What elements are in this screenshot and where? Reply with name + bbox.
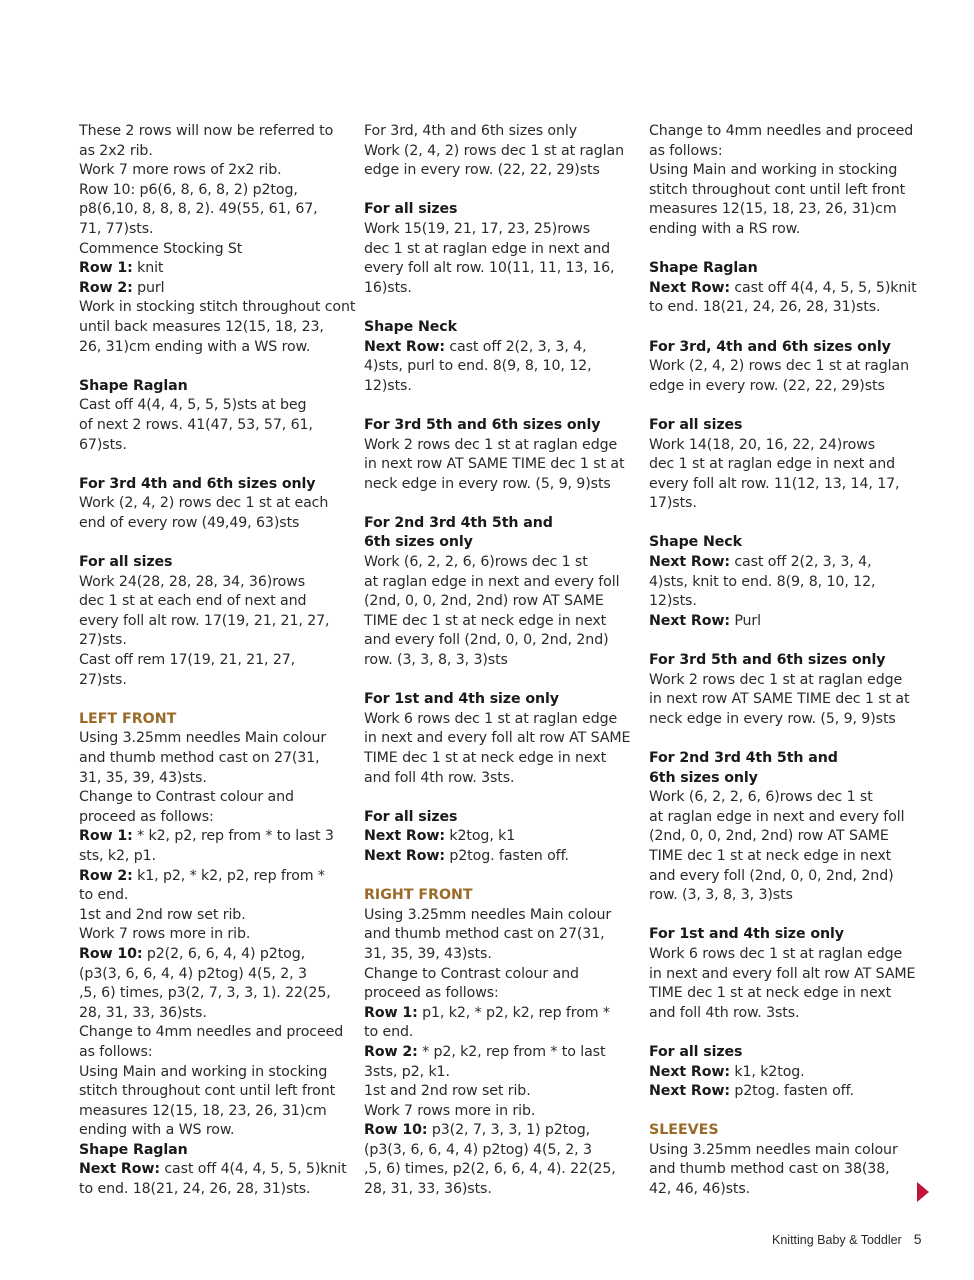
text-line: Work 24(28, 28, 28, 34, 36)rows <box>79 573 305 590</box>
back-rib-section <box>79 122 354 357</box>
text-line: p8(6,10, 8, 8, 8, 2). 49(55, 61, 67, <box>79 201 318 218</box>
text-line: in next and every foll alt row AT SAME <box>364 730 631 747</box>
text-line: Cast off rem 17(19, 21, 21, 27, <box>79 652 296 669</box>
text-line: 4)sts, purl to end. 8(9, 8, 10, 12, <box>364 358 592 375</box>
text-line: Using 3.25mm needles Main colour <box>79 730 327 747</box>
row-text: * p2, k2, rep from * to last <box>417 1043 606 1060</box>
left-front-section <box>79 710 354 1200</box>
text-line: Work 2 rows dec 1 st at raglan edge <box>649 671 903 688</box>
text-line: in next row AT SAME TIME dec 1 st at <box>364 456 625 473</box>
row-label: Next Row: <box>649 554 730 571</box>
text-line: TIME dec 1 st at neck edge in next <box>649 847 892 864</box>
text-line: end of every row (49,49, 63)sts <box>79 514 300 531</box>
subheading: For all sizes <box>79 554 173 571</box>
text-line: at raglan edge in next and every foll <box>364 573 620 590</box>
text-line: proceed as follows: <box>79 808 214 825</box>
text-line: 31, 35, 39, 43)sts. <box>79 769 207 786</box>
row-text: k1, k2tog. <box>729 1063 805 1080</box>
subheading: 6th sizes only <box>364 534 473 551</box>
text-line: Work 14(18, 20, 16, 22, 24)rows <box>649 436 875 453</box>
text-line: Work 2 rows dec 1 st at raglan edge <box>364 436 618 453</box>
row-label: Row 1: <box>79 260 133 277</box>
text-line: as follows: <box>649 142 723 159</box>
row-instruction <box>79 827 354 847</box>
text-line: 27)sts. <box>79 671 127 688</box>
all-sizes-section <box>364 200 639 298</box>
row-instruction <box>79 1160 354 1180</box>
row-label: Row 2: <box>79 279 133 296</box>
sizes-23456-section <box>649 749 924 906</box>
subheading: For 1st and 4th size only <box>364 691 559 708</box>
row-label: Next Row: <box>79 1161 160 1178</box>
text-line: 27)sts. <box>79 632 127 649</box>
text-line: and foll 4th row. 3sts. <box>649 1004 800 1021</box>
text-line: Work (6, 2, 2, 6, 6)rows dec 1 st <box>364 554 588 571</box>
text-line: dec 1 st at each end of next and <box>79 593 307 610</box>
text-line: measures 12(15, 18, 23, 26, 31)cm <box>79 1102 327 1119</box>
text-line: Work 7 rows more in rib. <box>79 926 251 943</box>
text-line: 1st and 2nd row set rib. <box>79 906 246 923</box>
text-line: dec 1 st at raglan edge in next and <box>649 456 896 473</box>
subheading: Shape Raglan <box>79 377 188 394</box>
section-heading-left-front: LEFT FRONT <box>79 710 177 727</box>
row-text: purl <box>132 279 165 296</box>
row-instruction <box>649 553 924 573</box>
text-line: For 3rd, 4th and 6th sizes only <box>364 123 578 139</box>
subheading: Shape Neck <box>649 534 742 551</box>
text-line: of next 2 rows. 41(47, 53, 57, 61, <box>79 416 313 433</box>
text-line: Change to Contrast colour and <box>364 965 579 982</box>
text-line: Using Main and working in stocking <box>79 1063 328 1080</box>
row-instruction <box>364 1043 639 1063</box>
publication-title: Knitting Baby & Toddler <box>772 1233 902 1247</box>
text-line: ,5, 6) times, p2(2, 6, 6, 4, 4). 22(25, <box>364 1161 616 1178</box>
text-line: dec 1 st at raglan edge in next and <box>364 240 611 257</box>
row-instruction <box>649 1063 924 1083</box>
text-line: Row 10: p6(6, 8, 6, 8, 2) p2tog, <box>79 181 298 198</box>
sizes-346-section <box>649 338 924 397</box>
text-line: Work in stocking stitch throughout cont <box>79 299 356 316</box>
row-instruction <box>79 867 354 887</box>
shape-neck-section <box>364 318 639 396</box>
text-line: 16)sts. <box>364 279 412 296</box>
text-line: in next row AT SAME TIME dec 1 st at <box>649 691 910 708</box>
text-line: Work 7 more rows of 2x2 rib. <box>79 162 282 179</box>
row-instruction <box>79 259 354 279</box>
text-line: (2nd, 0, 0, 2nd, 2nd) row AT SAME <box>649 828 889 845</box>
text-line: TIME dec 1 st at neck edge in next <box>649 985 892 1002</box>
text-line: edge in every row. (22, 22, 29)sts <box>364 162 600 179</box>
sleeves-section <box>649 1121 924 1199</box>
text-line: Work (6, 2, 2, 6, 6)rows dec 1 st <box>649 789 873 806</box>
row-instruction <box>364 847 639 867</box>
shape-raglan-section <box>649 259 924 318</box>
sizes-356-section <box>649 651 924 729</box>
row-instruction <box>364 1121 639 1141</box>
row-text: k1, p2, * k2, p2, rep from * <box>132 867 325 884</box>
row-label: Next Row: <box>649 612 730 629</box>
text-line: These 2 rows will now be referred to <box>79 123 334 139</box>
text-line: Commence Stocking St <box>79 240 243 257</box>
column-3 <box>649 122 924 1200</box>
row-label: Next Row: <box>364 338 445 355</box>
text-line: and foll 4th row. 3sts. <box>364 769 515 786</box>
text-line: 28, 31, 33, 36)sts. <box>364 1181 492 1198</box>
text-line: measures 12(15, 18, 23, 26, 31)cm <box>649 201 897 218</box>
row-text: knit <box>132 260 164 277</box>
text-line: edge in every row. (22, 22, 29)sts <box>649 377 885 394</box>
text-line: ,5, 6) times, p3(2, 7, 3, 3, 1). 22(25, <box>79 985 331 1002</box>
all-sizes-section <box>649 416 924 514</box>
subheading: For 2nd 3rd 4th 5th and <box>364 514 553 531</box>
text-line: 31, 35, 39, 43)sts. <box>364 945 492 962</box>
text-line: every foll alt row. 10(11, 11, 13, 16, <box>364 260 615 277</box>
text-line: and thumb method cast on 27(31, <box>79 750 320 766</box>
text-line: 4)sts, knit to end. 8(9, 8, 10, 12, <box>649 573 876 590</box>
text-line: Work 6 rows dec 1 st at raglan edge <box>649 945 903 962</box>
subheading: For all sizes <box>364 808 458 825</box>
text-line: in next and every foll alt row AT SAME <box>649 965 916 982</box>
right-front-section <box>364 886 639 1200</box>
subheading: For 3rd, 4th and 6th sizes only <box>649 338 891 355</box>
text-line: 12)sts. <box>649 593 697 610</box>
text-line: and every foll (2nd, 0, 0, 2nd, 2nd) <box>364 632 609 649</box>
page-number: 5 <box>913 1231 922 1247</box>
row-text: k2tog, k1 <box>444 828 516 845</box>
text-line: as 2x2 rib. <box>79 142 153 159</box>
text-line: Work 15(19, 21, 17, 23, 25)rows <box>364 220 590 237</box>
text-line: Work (2, 4, 2) rows dec 1 st at raglan <box>649 358 910 375</box>
text-line: 17)sts. <box>649 495 697 512</box>
sizes-346-section <box>79 475 354 534</box>
text-line: neck edge in every row. (5, 9, 9)sts <box>364 475 611 492</box>
subheading: Shape Raglan <box>79 1141 188 1158</box>
row-instruction <box>649 612 924 632</box>
final-all-sizes-section <box>649 1043 924 1102</box>
text-line: Work 7 rows more in rib. <box>364 1102 536 1119</box>
row-label: Row 10: <box>79 945 143 962</box>
text-line: 42, 46, 46)sts. <box>649 1181 751 1198</box>
text-line: 26, 31)cm ending with a WS row. <box>79 338 311 355</box>
text-line: and every foll (2nd, 0, 0, 2nd, 2nd) <box>649 867 894 884</box>
row-text: p1, k2, * p2, k2, rep from * <box>417 1004 610 1021</box>
text-line: row. (3, 3, 8, 3, 3)sts <box>364 652 508 669</box>
row-label: Next Row: <box>649 279 730 296</box>
text-line: 67)sts. <box>79 436 127 453</box>
text-line: ending with a RS row. <box>649 220 801 237</box>
shape-neck-section <box>649 533 924 631</box>
text-line: Work (2, 4, 2) rows dec 1 st at each <box>79 495 329 512</box>
text-line: (p3(3, 6, 6, 4, 4) p2tog) 4(5, 2, 3 <box>79 965 307 982</box>
text-line: until back measures 12(15, 18, 23, <box>79 318 324 335</box>
all-sizes-section <box>79 553 354 690</box>
row-instruction <box>79 279 354 299</box>
text-line: as follows: <box>79 1043 153 1060</box>
final-all-sizes-section <box>364 808 639 867</box>
subheading: For all sizes <box>649 1043 743 1060</box>
text-line: TIME dec 1 st at neck edge in next <box>364 750 607 766</box>
subheading: For 3rd 5th and 6th sizes only <box>649 652 886 669</box>
sizes-346-section <box>364 122 639 181</box>
subheading: Shape Raglan <box>649 260 758 277</box>
subheading: For 3rd 4th and 6th sizes only <box>79 475 316 492</box>
subheading: For 2nd 3rd 4th 5th and <box>649 750 838 766</box>
row-text: cast off 4(4, 4, 5, 5, 5)knit <box>729 279 917 296</box>
text-line: stitch throughout cont until left front <box>649 181 906 198</box>
text-line: sts, k2, p1. <box>79 847 156 864</box>
row-instruction <box>79 945 354 965</box>
text-line: 1st and 2nd row set rib. <box>364 1083 531 1100</box>
text-line: ending with a WS row. <box>79 1122 235 1139</box>
text-line: proceed as follows: <box>364 985 499 1002</box>
text-line: TIME dec 1 st at neck edge in next <box>364 612 607 629</box>
row-text: p2(2, 6, 6, 4, 4) p2tog, <box>142 945 306 962</box>
subheading: For all sizes <box>649 416 743 433</box>
subheading: Shape Neck <box>364 318 457 335</box>
text-line: every foll alt row. 11(12, 13, 14, 17, <box>649 475 900 492</box>
text-line: every foll alt row. 17(19, 21, 21, 27, <box>79 612 330 629</box>
sizes-23456-section <box>364 514 639 671</box>
subheading: For all sizes <box>364 201 458 218</box>
text-line: stitch throughout cont until left front <box>79 1083 336 1100</box>
subheading: For 3rd 5th and 6th sizes only <box>364 416 601 433</box>
sizes-14-section <box>649 925 924 1023</box>
text-line: (p3(3, 6, 6, 4, 4) p2tog) 4(5, 2, 3 <box>364 1141 592 1158</box>
row-label: Next Row: <box>364 847 445 864</box>
row-label: Row 1: <box>79 828 133 845</box>
row-instruction <box>364 338 639 358</box>
subheading: For 1st and 4th size only <box>649 926 844 943</box>
text-line: and thumb method cast on 27(31, <box>364 926 605 943</box>
section-heading-sleeves: SLEEVES <box>649 1122 719 1139</box>
row-label: Next Row: <box>649 1063 730 1080</box>
row-label: Row 2: <box>364 1043 418 1060</box>
row-label: Row 2: <box>79 867 133 884</box>
text-line: neck edge in every row. (5, 9, 9)sts <box>649 710 896 727</box>
text-line: Change to 4mm needles and proceed <box>649 123 914 139</box>
row-text: Purl <box>729 612 762 629</box>
sizes-356-section <box>364 416 639 494</box>
row-text: p2tog. fasten off. <box>444 847 569 864</box>
row-label: Next Row: <box>364 828 445 845</box>
text-line: Change to 4mm needles and proceed <box>79 1024 344 1041</box>
text-line: to end. <box>79 887 129 904</box>
row-label: Row 10: <box>364 1122 428 1139</box>
column-1 <box>79 122 354 1200</box>
text-line: 71, 77)sts. <box>79 220 154 237</box>
text-line: Using 3.25mm needles main colour <box>649 1141 898 1158</box>
text-line: Cast off 4(4, 4, 5, 5, 5)sts at beg <box>79 397 307 414</box>
row-text: cast off 2(2, 3, 3, 4, <box>444 338 587 355</box>
section-heading-right-front: RIGHT FRONT <box>364 887 473 904</box>
text-line: (2nd, 0, 0, 2nd, 2nd) row AT SAME <box>364 593 604 610</box>
row-text: * k2, p2, rep from * to last 3 <box>132 828 334 845</box>
row-instruction <box>649 279 924 299</box>
triangle-right-icon[interactable] <box>917 1182 929 1202</box>
text-line: 28, 31, 33, 36)sts. <box>79 1004 207 1021</box>
change-needles-section <box>649 122 924 240</box>
text-line: 12)sts. <box>364 377 412 394</box>
text-line: 3sts, p2, k1. <box>364 1063 450 1080</box>
page-footer <box>772 1231 922 1247</box>
subheading: 6th sizes only <box>649 769 758 786</box>
text-line: to end. <box>364 1024 414 1041</box>
text-line: and thumb method cast on 38(38, <box>649 1161 890 1178</box>
text-line: row. (3, 3, 8, 3, 3)sts <box>649 887 793 904</box>
text-line: Using Main and working in stocking <box>649 162 898 179</box>
text-line: Using 3.25mm needles Main colour <box>364 906 612 923</box>
row-text: cast off 2(2, 3, 3, 4, <box>729 554 872 571</box>
row-text: p2tog. fasten off. <box>729 1083 854 1100</box>
shape-raglan-section <box>79 377 354 455</box>
text-line: at raglan edge in next and every foll <box>649 808 905 825</box>
row-label: Row 1: <box>364 1004 418 1021</box>
row-instruction <box>364 827 639 847</box>
row-text: p3(2, 7, 3, 3, 1) p2tog, <box>427 1122 591 1139</box>
text-line: Change to Contrast colour and <box>79 789 294 806</box>
text-line: Work (2, 4, 2) rows dec 1 st at raglan <box>364 142 625 159</box>
text-line: to end. 18(21, 24, 26, 28, 31)sts. <box>649 299 881 316</box>
text-line: to end. 18(21, 24, 26, 28, 31)sts. <box>79 1181 311 1198</box>
text-line: Work 6 rows dec 1 st at raglan edge <box>364 710 618 727</box>
column-2 <box>364 122 639 1200</box>
row-text: cast off 4(4, 4, 5, 5, 5)knit <box>159 1161 347 1178</box>
row-instruction <box>649 1082 924 1102</box>
row-instruction <box>364 1004 639 1024</box>
row-label: Next Row: <box>649 1083 730 1100</box>
sizes-14-section <box>364 690 639 788</box>
